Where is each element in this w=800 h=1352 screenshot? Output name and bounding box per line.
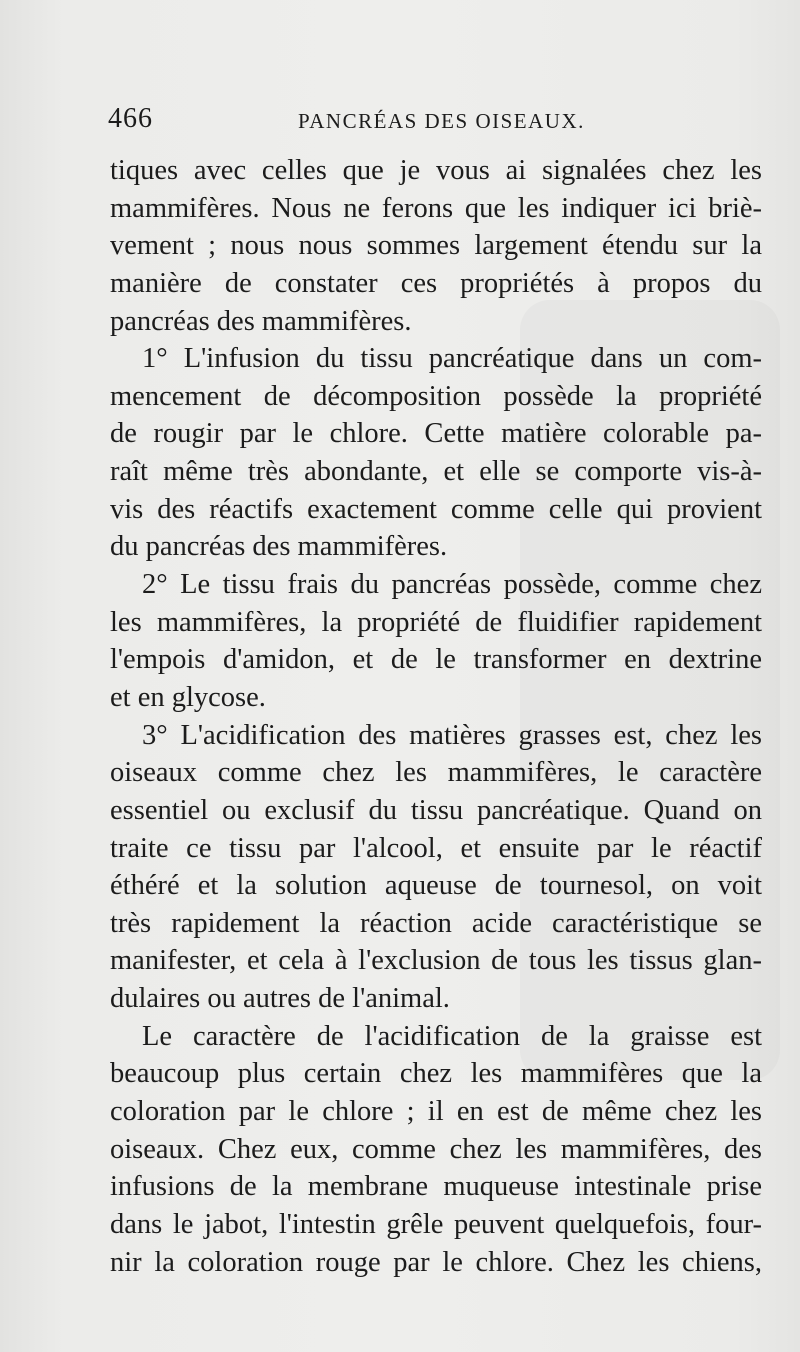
text-line: 3° L'acidification des matières grasses est, chez les: [142, 719, 762, 751]
text-line: vement ; nous nous sommes largement étendu sur la: [110, 230, 762, 262]
text-line: vis des réactifs exactement comme celle qui provient: [110, 493, 762, 525]
page-number: 466: [108, 103, 153, 134]
text-line: mencement de décomposition possède la propriété: [110, 380, 762, 412]
text-line: coloration par le chlore ; il en est de même chez les: [110, 1096, 762, 1128]
text-line: traite ce tissu par l'alcool, et ensuite par le réactif: [110, 832, 762, 864]
text-line: raît même très abondante, et elle se comporte vis-à-: [110, 456, 762, 488]
paragraph: [110, 566, 762, 717]
text-line: manière de constater ces propriétés à propos du: [110, 267, 762, 299]
text-line: tiques avec celles que je vous ai signalées chez les: [110, 155, 762, 186]
text-line: manifester, et cela à l'exclusion de tous les tissus glan-: [110, 945, 762, 977]
text-line: mammifères. Nous ne ferons que les indiquer ici briè-: [110, 192, 762, 224]
text-line: du pancréas des mammifères.: [110, 531, 448, 563]
text-line: essentiel ou exclusif du tissu pancréatique. Quand on: [110, 794, 762, 826]
text-line: beaucoup plus certain chez les mammifères que la: [110, 1058, 762, 1090]
text-line: oiseaux. Chez eux, comme chez les mammifères, des: [110, 1133, 762, 1165]
paragraph: [110, 340, 762, 566]
text-line: oiseaux comme chez les mammifères, le caractère: [110, 757, 762, 789]
text-line: 2° Le tissu frais du pancréas possède, comme chez: [142, 569, 762, 601]
text-line: nir la coloration rouge par le chlore. Chez les chiens,: [110, 1246, 762, 1278]
text-line: et en glycose.: [110, 681, 266, 713]
text-line: les mammifères, la propriété de fluidifier rapidement: [110, 606, 762, 638]
text-line: Le caractère de l'acidification de la graisse est: [142, 1020, 762, 1052]
text-line: de rougir par le chlore. Cette matière colorable pa-: [110, 418, 762, 450]
body-text: [110, 152, 762, 1281]
text-line: l'empois d'amidon, et de le transformer en dextrine: [110, 644, 762, 676]
text-line: très rapidement la réaction acide caractéristique se: [110, 907, 762, 939]
text-line: éthéré et la solution aqueuse de tournesol, on voit: [110, 870, 762, 902]
running-head: PANCRÉAS DES OISEAUX.: [298, 109, 585, 133]
paragraph: [110, 152, 762, 340]
text-line: infusions de la membrane muqueuse intestinale prise: [110, 1171, 762, 1203]
text-line: dulaires ou autres de l'animal.: [110, 983, 450, 1015]
text-line: dans le jabot, l'intestin grêle peuvent quelquefois, four-: [110, 1208, 762, 1240]
paragraph: [110, 717, 762, 1018]
page-header: [108, 103, 768, 143]
paragraph: [110, 1018, 762, 1281]
text-line: pancréas des mammifères.: [110, 305, 412, 337]
text-line: 1° L'infusion du tissu pancréatique dans un com-: [142, 343, 762, 375]
